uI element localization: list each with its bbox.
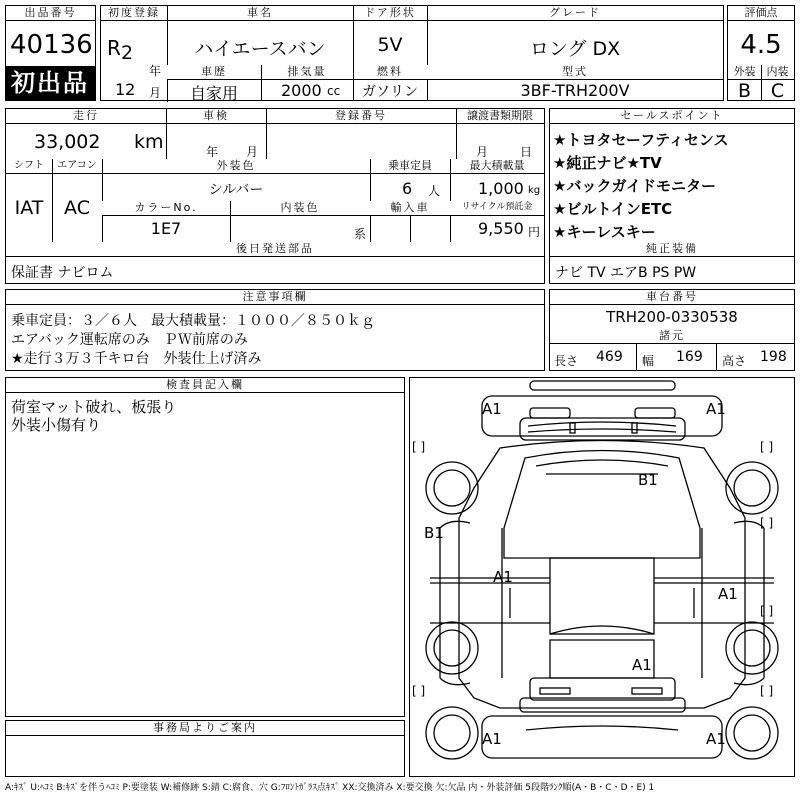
later-parts-label: 後日発送部品 — [6, 242, 544, 257]
inspector-box — [5, 377, 405, 717]
capacity-value: 6 — [402, 179, 413, 198]
inspection-label: 車検 — [166, 109, 266, 124]
grade-label: グレード — [427, 6, 723, 21]
length-value: 469 — [596, 349, 623, 365]
capacity-label: 乗車定員 — [370, 159, 450, 174]
chassis-box — [549, 289, 795, 371]
vehicle-diagram-box — [409, 377, 795, 777]
ext-grade-label: 外装 — [728, 65, 761, 80]
vehicle-name: ハイエースバン — [194, 38, 326, 60]
reg-month-unit: 月 — [149, 86, 162, 100]
sales-point-3: ★バックガイドモニター — [553, 177, 716, 195]
inspection-year-unit: 年 — [206, 145, 219, 159]
recycle-unit: 円 — [528, 225, 541, 239]
load-label: 最大積載量 — [450, 159, 544, 174]
bracket-2: [ ] — [760, 440, 774, 454]
intcolor-unit: 系 — [354, 227, 367, 241]
office-label: 事務局よりご案内 — [6, 721, 404, 736]
bracket-4: [ ] — [760, 604, 774, 618]
bracket-5: [ ] — [412, 684, 426, 698]
color-value: シルバー — [208, 182, 264, 198]
mileage-label: 走行 — [6, 109, 166, 124]
regno-label: 登録番号 — [266, 109, 456, 124]
length-label: 長さ — [554, 354, 579, 368]
bracket-1: [ ] — [412, 440, 426, 454]
inspection-month-unit: 月 — [246, 145, 259, 159]
sales-point-1: ★トヨタセーフティセンス — [553, 131, 729, 149]
history-label: 車歴 — [167, 65, 261, 80]
notes-line-1: 乗車定員：３／６人 最大積載量：１０００／８５０ｋｇ — [11, 313, 375, 329]
reg-era: R — [107, 36, 121, 60]
width-label: 幅 — [642, 354, 655, 368]
vehicle-diagram — [410, 378, 794, 776]
inspector-line-1: 荷室マット破れ、板張り — [11, 398, 177, 416]
int-grade-value: C — [770, 80, 785, 102]
recycle-label: リサイクル預託金 — [450, 201, 544, 216]
intcolor-label: 内装色 — [230, 201, 370, 216]
transfer-month-unit: 月 — [476, 145, 489, 159]
recycle-value: 9,550 — [478, 219, 524, 238]
history-value: 自家用 — [189, 84, 238, 103]
legend-text: A:ｷｽﾞ U:ﾍｺﾐ B:ｷｽﾞを伴うﾍｺﾐ P:要塗装 W:補修跡 S:錆 C:腐食、穴 G:ﾌﾛﾝﾄｶﾞﾗｽ点ｷｽﾞ XX:交換済み X:要交換 欠:欠品 内・外装評価 5段階ﾗﾝｸ順(A・B・C・D・E) 1 — [5, 783, 655, 793]
reg-year-unit: 年 — [149, 64, 162, 78]
mark-left-front: B1 — [424, 524, 444, 542]
reg-year: 2 — [121, 42, 134, 64]
lot-number: 40136 — [10, 30, 93, 60]
transfer-day-unit: 日 — [520, 145, 533, 159]
transfer-label: 譲渡書類期限 — [456, 109, 544, 124]
model-label: 型式 — [427, 65, 723, 80]
score-value: 4.5 — [740, 30, 782, 60]
notes-label: 注意事項欄 — [6, 290, 544, 305]
load-value: 1,000 — [478, 179, 524, 198]
mileage-unit: km — [134, 131, 164, 153]
width-value: 169 — [676, 349, 703, 365]
import-label: 輸入車 — [370, 201, 450, 216]
sales-point-4: ★ビルトインETC — [553, 200, 673, 218]
mark-right-side: A1 — [718, 585, 738, 603]
colorno-label: カラーNo. — [102, 201, 230, 216]
height-value: 198 — [760, 349, 787, 365]
mark-front-left: A1 — [482, 400, 502, 418]
fuel-value: ガソリン — [362, 84, 418, 100]
notes-line-2: エアバック運転席のみ ＰＷ前席のみ — [11, 332, 248, 348]
fuel-label: 燃料 — [353, 65, 427, 80]
disp-value: 2000 — [281, 81, 322, 100]
ac-label: エアコン — [52, 159, 102, 174]
score-box — [727, 5, 795, 101]
vehicle-info-box — [100, 5, 724, 101]
load-unit: kg — [528, 185, 541, 196]
sales-point-5: ★キーレスキー — [553, 223, 656, 241]
chassis-number: TRH200-0330538 — [606, 308, 738, 326]
ac-value: AC — [64, 197, 90, 219]
mark-rear-right: A1 — [706, 730, 726, 748]
disp-label: 排気量 — [261, 65, 353, 80]
shift-value: IAT — [14, 197, 44, 219]
grade-value: ロング DX — [529, 38, 621, 60]
shift-label: シフト — [6, 159, 52, 174]
inspector-label: 検査員記入欄 — [6, 378, 404, 393]
score-label: 評価点 — [728, 6, 794, 21]
name-label: 車名 — [167, 6, 353, 21]
sales-point-2: ★純正ナビ★TV — [553, 154, 662, 172]
mark-roof: B1 — [638, 471, 658, 489]
bracket-3: [ ] — [760, 516, 774, 530]
inspector-line-2: 外装小傷有り — [11, 416, 102, 434]
mark-center: A1 — [493, 568, 513, 586]
int-grade-label: 内装 — [761, 65, 794, 80]
first-listing-badge: 初出品 — [5, 66, 95, 100]
details-box — [5, 108, 545, 284]
colorno-value: 1E7 — [150, 219, 182, 238]
bracket-6: [ ] — [760, 684, 774, 698]
later-parts-value: 保証書 ナビロム — [11, 265, 114, 281]
model-value: 3BF-TRH200V — [520, 81, 630, 100]
height-label: 高さ — [722, 354, 747, 368]
capacity-unit: 人 — [428, 184, 441, 198]
sales-points-label: セールスポイント — [550, 109, 794, 124]
door-type: 5V — [377, 34, 403, 56]
standard-equipment-label: 純正装備 — [550, 242, 794, 257]
disp-unit: cc — [327, 84, 341, 98]
notes-line-3: ★走行３万３千キロ台 外装仕上げ済み — [11, 351, 262, 367]
door-label: ドア形状 — [353, 6, 427, 21]
reg-month: 12 — [115, 80, 136, 99]
reg-label: 初度登録 — [101, 6, 167, 21]
mark-rear-left: A1 — [482, 730, 502, 748]
chassis-label: 車台番号 — [550, 290, 794, 305]
notes-box — [5, 289, 545, 371]
dims-label: 諸元 — [550, 329, 794, 344]
ext-grade-value: B — [737, 80, 752, 102]
lot-label: 出品番号 — [6, 6, 95, 21]
standard-equipment-value: ナビ TV エアB PS PW — [555, 265, 697, 281]
color-label: 外装色 — [102, 159, 370, 174]
office-box — [5, 720, 405, 777]
mark-rear-center: A1 — [632, 656, 652, 674]
sales-points-box — [549, 108, 795, 284]
mileage-value: 33,002 — [34, 131, 101, 153]
mark-front-right: A1 — [706, 400, 726, 418]
